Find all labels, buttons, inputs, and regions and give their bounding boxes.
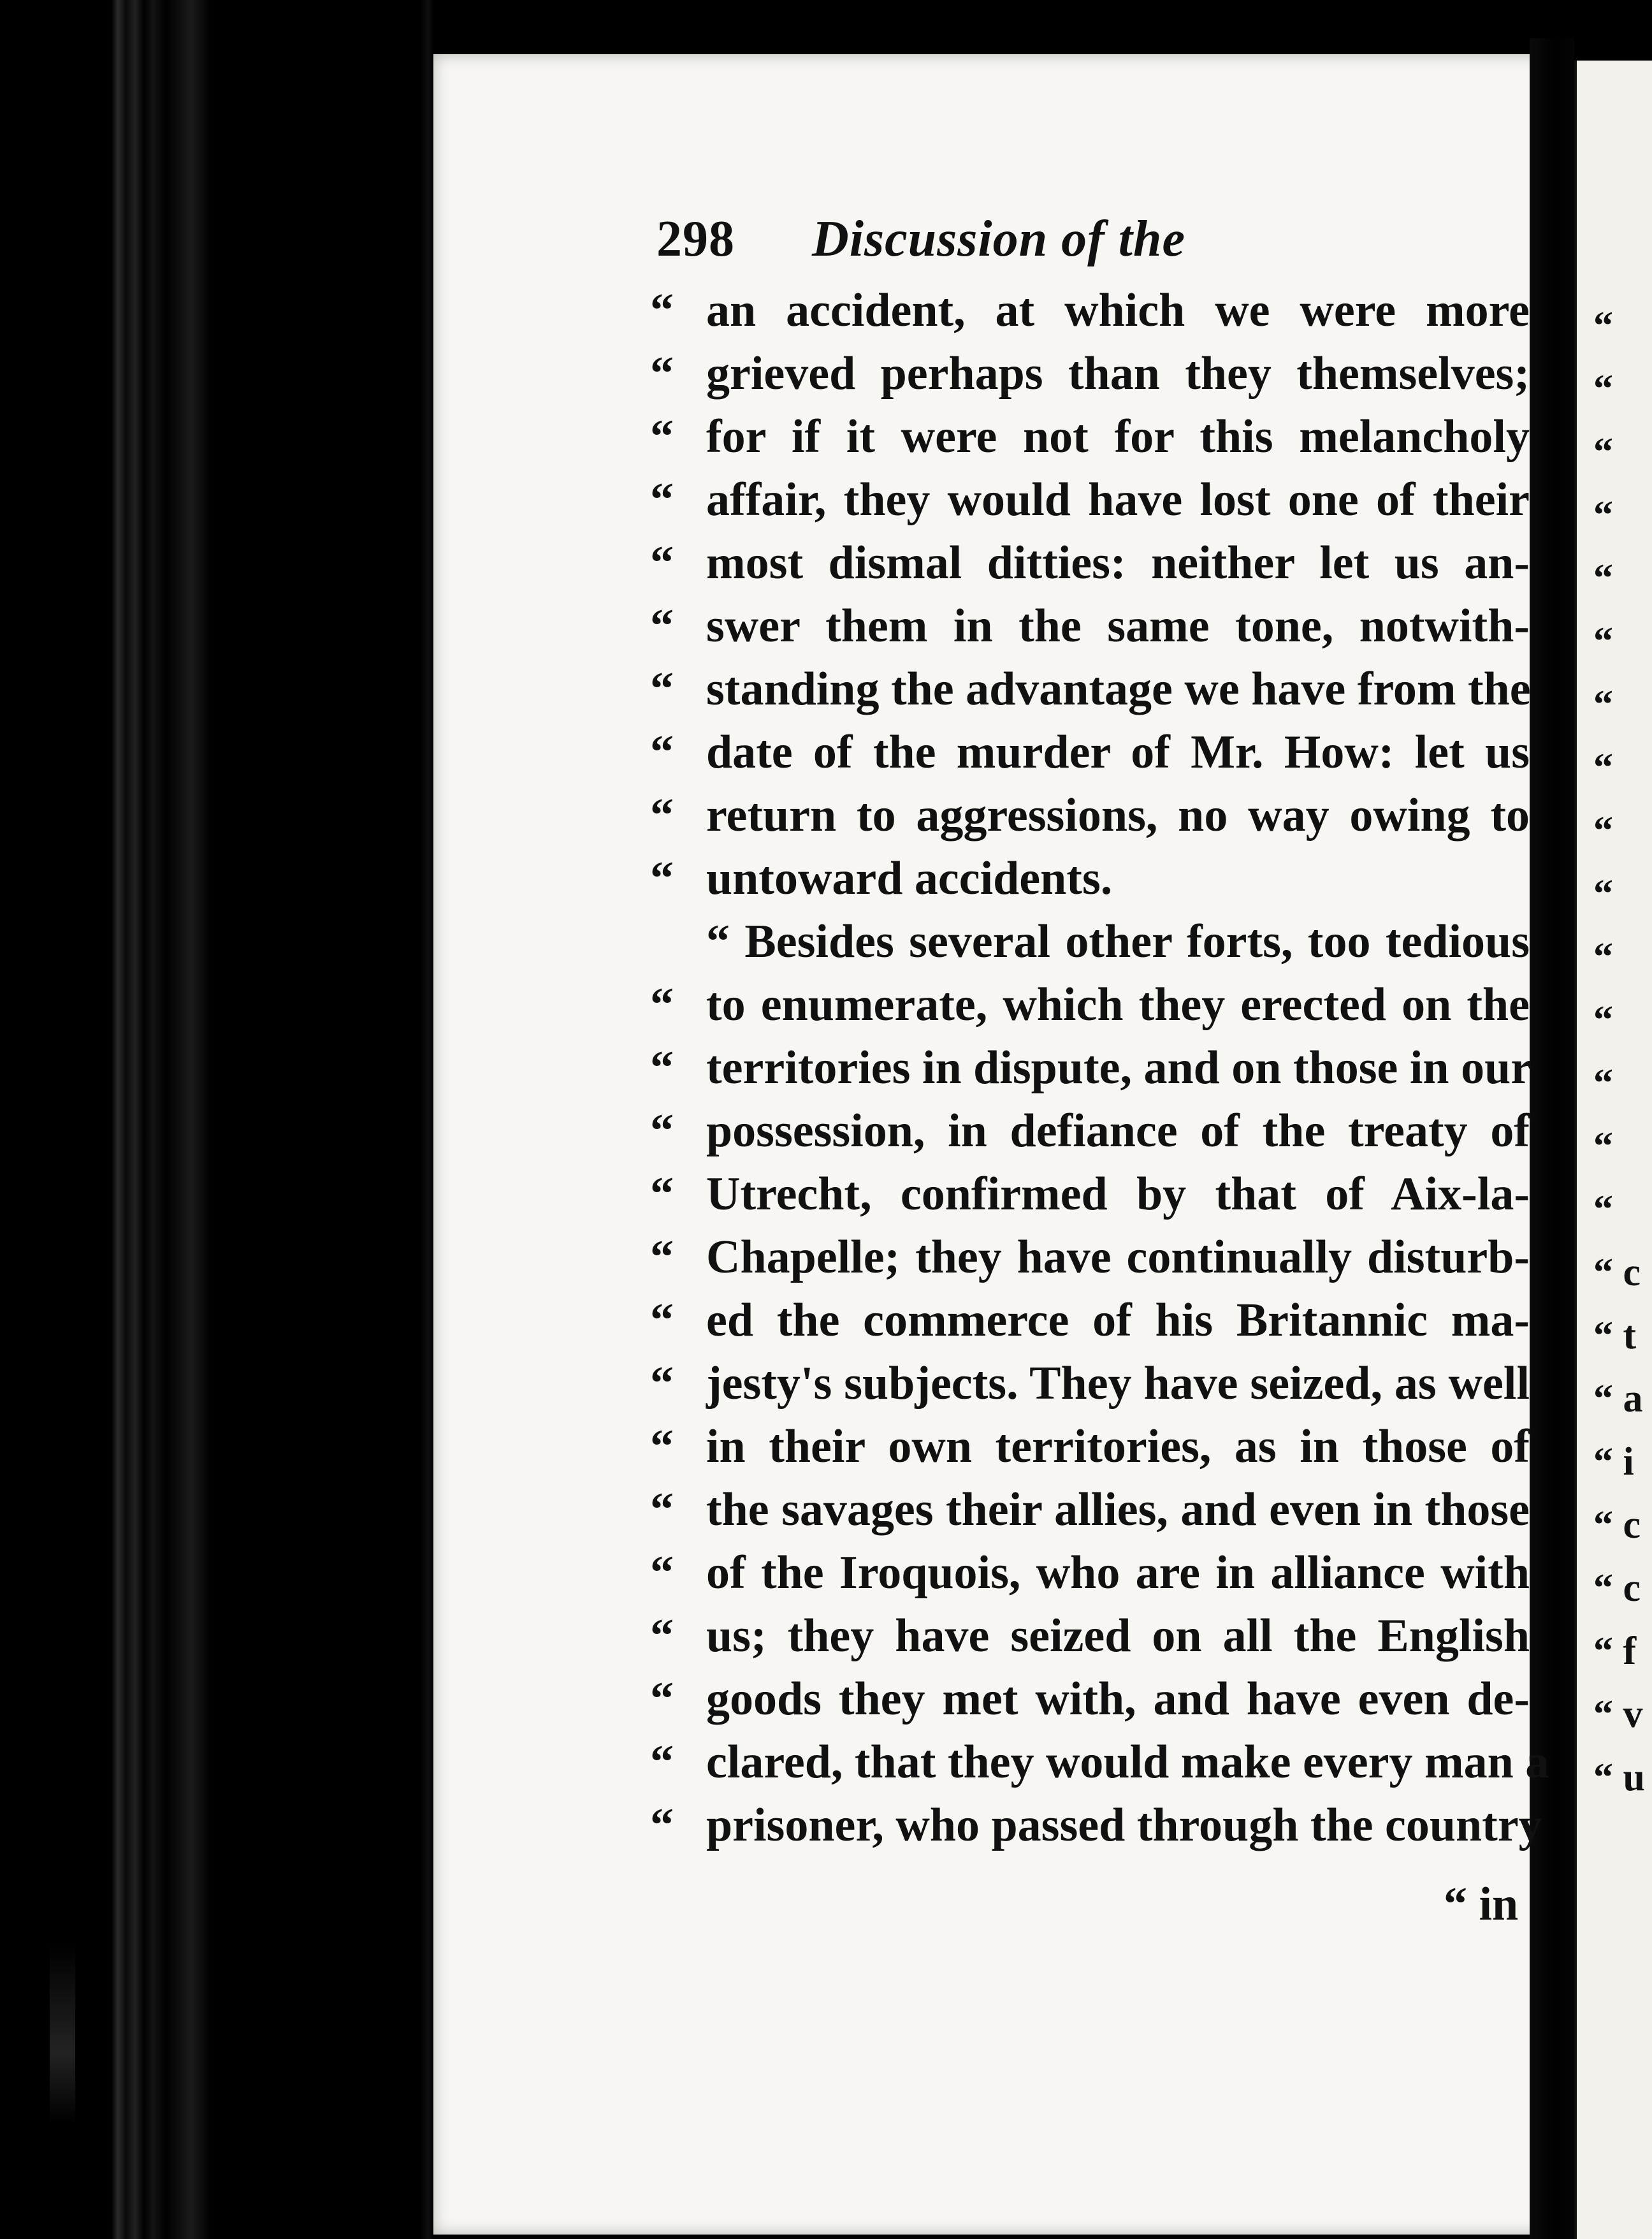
quote-mark: “: [650, 1168, 674, 1220]
running-head: [656, 210, 1185, 268]
line-text: Utrecht, confirmed by that of Aix-la-: [706, 1168, 1530, 1220]
quote-mark: “: [650, 284, 674, 337]
text-line: [650, 1798, 1542, 1862]
facing-page-line-fragment: “: [1593, 1190, 1613, 1229]
line-text: jesty's subjects. They have seized, as well: [706, 1357, 1530, 1410]
line-text: territories in dispute, and on those in our: [706, 1042, 1532, 1094]
quote-mark: “: [650, 537, 674, 589]
facing-page-line-fragment: “: [1593, 937, 1613, 977]
quote-mark: “: [650, 1357, 674, 1410]
line-text: for if it were not for this melancholy: [706, 411, 1530, 463]
facing-page-line-fragment: “: [1593, 306, 1613, 346]
quote-mark: “: [650, 1736, 674, 1788]
text-line: [650, 284, 1530, 347]
facing-page-line-fragment: “ a: [1593, 1379, 1643, 1419]
body-text: [650, 284, 1549, 1862]
facing-page-line-fragment: “: [1593, 685, 1613, 724]
text-line: [650, 1672, 1530, 1735]
text-line: [650, 726, 1530, 789]
text-line: [650, 536, 1530, 599]
line-text: in their own territories, as in those of: [706, 1420, 1530, 1473]
text-line: [650, 1167, 1530, 1230]
line-text: grieved perhaps than they themselves;: [706, 347, 1530, 400]
line-text: to enumerate, which they erected on the: [706, 979, 1530, 1031]
facing-page-line-fragment: “: [1593, 874, 1613, 914]
text-line: [650, 1104, 1530, 1167]
line-text: most dismal ditties: neither let us an-: [706, 537, 1530, 589]
facing-page-line-fragment: “: [1593, 1127, 1613, 1166]
line-text: swer them in the same tone, notwith-: [706, 600, 1530, 652]
line-text: “ Besides several other forts, too tedious: [706, 915, 1530, 968]
text-line: [650, 1546, 1530, 1609]
quote-mark: “: [650, 1484, 674, 1536]
quote-mark: “: [650, 789, 674, 842]
quote-mark: “: [650, 347, 674, 400]
facing-page-line-fragment: “ f: [1593, 1631, 1637, 1671]
facing-page-line-fragment: “: [1593, 622, 1613, 661]
quote-mark: “: [650, 411, 674, 463]
text-line: [650, 410, 1530, 473]
line-text: of the Iroquois, who are in alliance with: [706, 1547, 1530, 1599]
facing-page-line-fragment: “: [1593, 495, 1613, 535]
quote-mark: “: [650, 726, 674, 778]
quote-mark: “: [650, 1673, 674, 1725]
quote-mark: “: [650, 600, 674, 652]
line-text: goods they met with, and have even de-: [706, 1673, 1530, 1725]
quote-mark: “: [650, 852, 674, 905]
facing-page-line-fragment: “: [1593, 748, 1613, 787]
quote-mark: “: [650, 1105, 674, 1157]
facing-page-line-fragment: “ u: [1593, 1758, 1645, 1797]
quote-mark: “: [650, 1294, 674, 1346]
quote-mark: “: [650, 1420, 674, 1473]
text-line: [650, 1483, 1530, 1546]
running-head-title: Discussion of the: [812, 211, 1185, 267]
facing-page-line-fragment: “ i: [1593, 1442, 1634, 1482]
text-line: [650, 347, 1530, 410]
facing-page-line-fragment: “: [1593, 811, 1613, 850]
text-line: [650, 978, 1530, 1041]
line-text: untoward accidents.: [706, 852, 1113, 905]
line-text: standing the advantage we have from the: [706, 663, 1531, 715]
text-line: [650, 1609, 1530, 1672]
text-line: [650, 473, 1530, 536]
facing-page-line-fragment: “ c: [1593, 1505, 1641, 1545]
text-line: [650, 599, 1530, 662]
page-gutter: [1530, 38, 1574, 2239]
quote-mark: “: [650, 1799, 674, 1851]
facing-page-line-fragment: “: [1593, 1063, 1613, 1103]
page-number: 298: [656, 211, 735, 267]
quote-mark: “: [650, 979, 674, 1031]
text-line: [650, 852, 1530, 915]
facing-page-line-fragment: “: [1593, 1000, 1613, 1040]
catchword: “ in: [1444, 1878, 1519, 1930]
quote-mark: “: [650, 474, 674, 526]
quote-mark: “: [650, 1547, 674, 1599]
text-line: [650, 1294, 1530, 1357]
quote-mark: “: [650, 1610, 674, 1662]
line-text: us; they have seized on all the English: [706, 1610, 1530, 1662]
text-line: [650, 1357, 1530, 1420]
line-text: the savages their allies, and even in those: [706, 1484, 1530, 1536]
text-line: [650, 789, 1530, 852]
line-text: date of the murder of Mr. How: let us: [706, 726, 1530, 778]
text-line: [650, 1420, 1530, 1483]
text-line: [650, 662, 1530, 726]
quote-mark: “: [650, 1231, 674, 1283]
book-edge-shadow: [50, 1944, 75, 2123]
text-line: [650, 1735, 1549, 1798]
line-text: Chapelle; they have continually disturb-: [706, 1231, 1530, 1283]
facing-page-line-fragment: “ c: [1593, 1568, 1641, 1608]
line-text: affair, they would have lost one of their: [706, 474, 1530, 526]
line-text: ed the commerce of his Britannic ma-: [706, 1294, 1530, 1346]
line-text: prisoner, who passed through the country: [706, 1799, 1542, 1851]
text-line: [650, 915, 1530, 978]
text-line: [650, 1041, 1530, 1104]
facing-page-line-fragment: “ v: [1593, 1695, 1643, 1734]
text-line: [650, 1230, 1530, 1294]
quote-mark: “: [650, 1042, 674, 1094]
line-text: return to aggressions, no way owing to: [706, 789, 1530, 842]
facing-page-line-fragment: “ t: [1593, 1316, 1637, 1355]
facing-page-line-fragment: “: [1593, 369, 1613, 409]
quote-mark: “: [650, 663, 674, 715]
line-text: possession, in defiance of the treaty of: [706, 1105, 1530, 1157]
line-text: an accident, at which we were more: [706, 284, 1530, 337]
facing-page-line-fragment: “: [1593, 432, 1613, 472]
facing-page-line-fragment: “ c: [1593, 1253, 1641, 1292]
line-text: clared, that they would make every man a: [706, 1736, 1549, 1788]
facing-page-line-fragment: “: [1593, 558, 1613, 598]
